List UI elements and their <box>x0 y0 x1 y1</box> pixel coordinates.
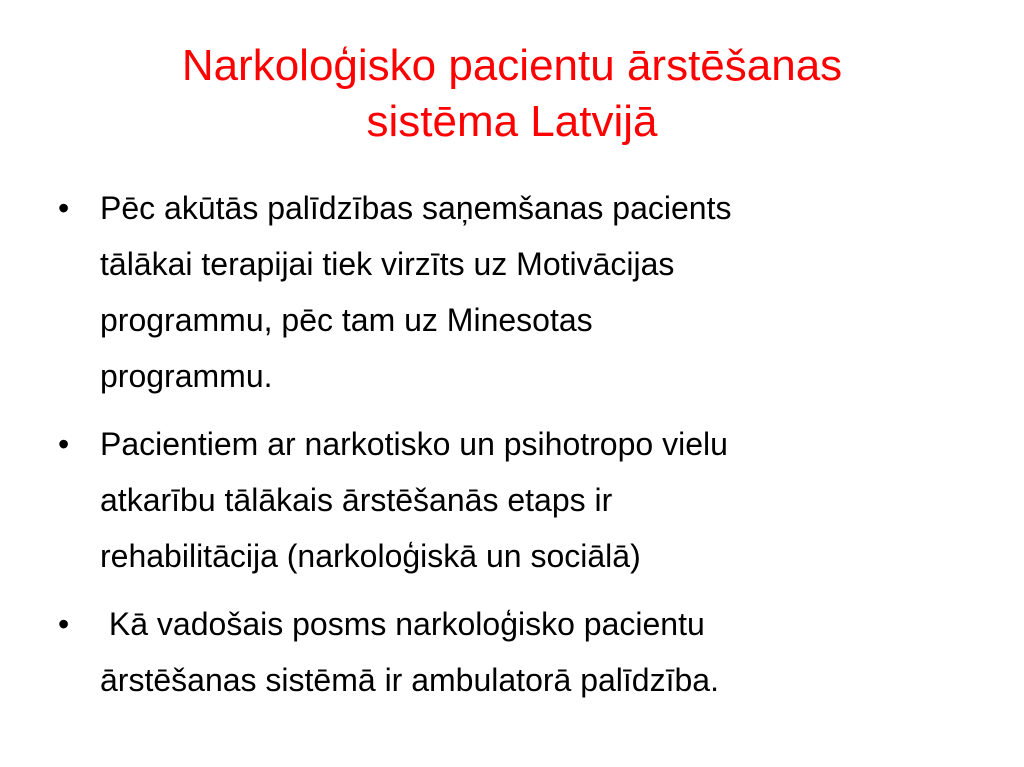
slide-title-line-2: sistēma Latvijā <box>366 97 658 146</box>
bullet-item-3 <box>58 596 978 708</box>
bullet-dot-icon: • <box>58 190 70 226</box>
bullet-3-line-1: Kā vadošais posms narkoloģisko pacientu <box>100 606 705 642</box>
bullet-list <box>58 180 978 720</box>
bullet-2-line-3: rehabilitācija (narkoloģiskā un sociālā) <box>100 538 641 574</box>
bullet-1-line-1: Pēc akūtās palīdzības saņemšanas pacients <box>100 190 732 226</box>
bullet-item-1 <box>58 180 978 404</box>
bullet-1-line-3: programmu, pēc tam uz Minesotas <box>100 302 593 338</box>
bullet-dot-icon: • <box>58 606 70 642</box>
bullet-2-line-1: Pacientiem ar narkotisko un psihotropo vielu <box>100 426 728 462</box>
bullet-1-line-2: tālākai terapijai tiek virzīts uz Motivācijas <box>100 246 675 282</box>
bullet-1-line-4: programmu. <box>100 358 273 394</box>
slide-title <box>0 38 1024 150</box>
bullet-3-line-2: ārstēšanas sistēmā ir ambulatorā palīdzība. <box>100 662 719 698</box>
bullet-2-line-2: atkarību tālākais ārstēšanās etaps ir <box>100 482 613 518</box>
slide-title-line-1: Narkoloģisko pacientu ārstēšanas <box>181 41 843 90</box>
bullet-item-2 <box>58 416 978 584</box>
bullet-dot-icon: • <box>58 426 70 462</box>
